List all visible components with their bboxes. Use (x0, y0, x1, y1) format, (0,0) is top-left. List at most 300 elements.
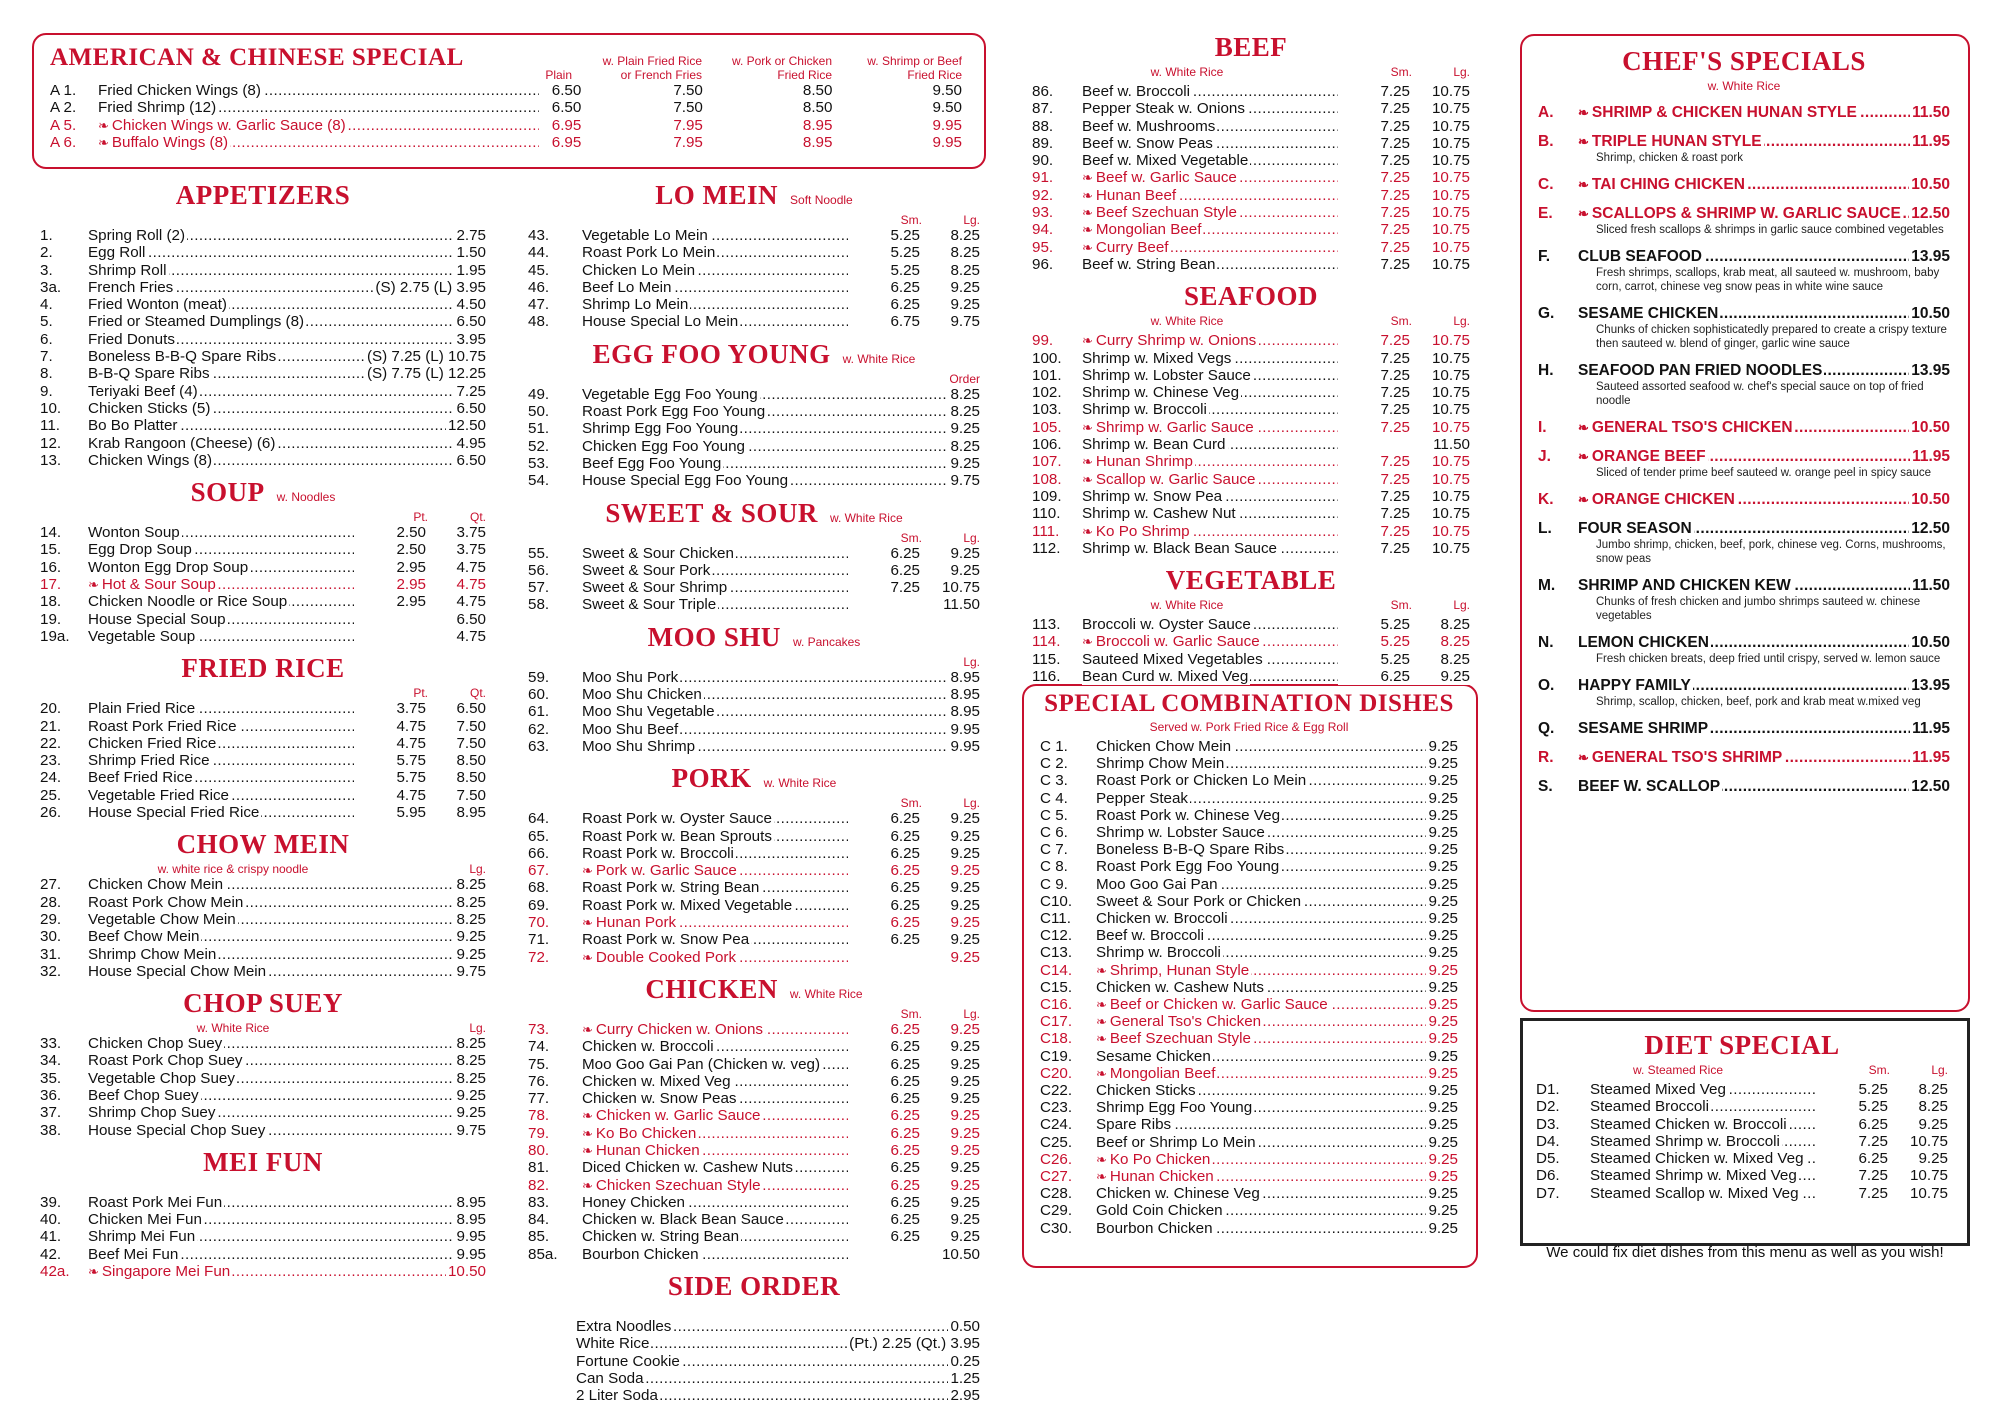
diet-section (1536, 1030, 1948, 1208)
item-price-large: 7.50 (426, 787, 486, 804)
item-number: C 5. (1040, 806, 1068, 824)
item-price: 7.50 (673, 99, 703, 117)
item-name-text: White Rice (576, 1335, 650, 1353)
item-name-text: Hunan Pork (595, 914, 677, 932)
item-name-text: Vegetable Fried Rice (88, 786, 229, 804)
item-name (88, 262, 454, 279)
seafood-title: SEAFOOD (1183, 281, 1319, 312)
item-name (596, 1021, 848, 1038)
appetizers-item (40, 262, 486, 279)
item-price: 1.50 (456, 244, 486, 262)
item-price-small: 5.25 (848, 244, 920, 261)
item-name-text: B-B-Q Spare Ribs (88, 365, 210, 383)
item-number: 69. (528, 896, 550, 914)
item-name-text: Curry Chicken w. Onions (595, 1020, 764, 1038)
item-name-text: Spare Ribs (1096, 1116, 1172, 1134)
item-name (1578, 361, 1909, 380)
combo-item (1040, 1220, 1458, 1237)
item-name-text: Steamed Scallop w. Mixed Veg (1590, 1184, 1799, 1202)
pork-item (528, 897, 980, 914)
chili-pepper-icon: ❧ (1096, 1169, 1107, 1185)
sweet_sour-col2-label: Lg. (963, 530, 980, 545)
item-number: 23. (40, 752, 62, 770)
item-name (1096, 876, 1426, 893)
item-name-text: Pepper Steak (1096, 789, 1189, 807)
item-price: 8.95 (950, 686, 980, 704)
item-name (582, 738, 948, 755)
american-col-header-line2: Fried Rice (777, 68, 832, 82)
item-name (88, 911, 454, 928)
sweet_sour-header (528, 498, 980, 529)
item-price-large: 4.75 (426, 593, 486, 610)
item-number: 62. (528, 720, 550, 738)
moo_shu-item (528, 703, 980, 720)
egg_foo_young-col-label: Order (949, 371, 980, 386)
american-col-header-line1 (502, 54, 572, 68)
item-name-text: Scallop w. Garlic Sauce (1095, 470, 1256, 488)
combo-title: SPECIAL COMBINATION DISHES (1044, 690, 1454, 717)
item-number: 20. (40, 700, 62, 718)
item-number: C23. (1040, 1099, 1073, 1117)
egg_foo_young-item (528, 420, 980, 437)
item-price-small: 7.25 (1338, 118, 1410, 135)
egg_foo_young-subtitle: w. White Rice (842, 351, 916, 366)
item-name-text: Extra Noodles (576, 1318, 672, 1336)
mei_fun-item (40, 1263, 486, 1280)
item-name (582, 279, 848, 296)
item-name-text: Shrimp w. Mixed Vegs (1082, 349, 1232, 367)
beef-item (1032, 169, 1470, 186)
item-price-large: 9.25 (920, 914, 980, 931)
item-name (582, 472, 948, 489)
item-name-text: Beef w. String Bean (1082, 255, 1216, 273)
item-price: 9.25 (950, 420, 980, 438)
item-number: C20. (1040, 1064, 1073, 1082)
seafood-item (1032, 350, 1470, 367)
item-price: 9.25 (1428, 1202, 1458, 1220)
item-price: 4.95 (456, 434, 486, 452)
item-name (1578, 777, 1909, 796)
diet-header (1536, 1030, 1948, 1061)
item-name-text: ORANGE CHICKEN (1591, 491, 1735, 508)
item-name (102, 576, 354, 593)
item-name (576, 1353, 948, 1370)
item-name-text: Double Cooked Pork (595, 948, 737, 966)
item-name (1096, 1099, 1426, 1116)
item-name (576, 1387, 948, 1404)
item-price-small: 6.75 (848, 313, 920, 330)
chili-pepper-icon: ❧ (582, 863, 593, 879)
chili-pepper-icon: ❧ (1082, 471, 1093, 487)
item-name (1096, 1082, 1426, 1099)
item-name (1096, 633, 1338, 650)
item-name-text: Shrimp w. Snow Pea (1082, 487, 1223, 505)
item-number: 99. (1032, 332, 1054, 350)
item-number: 96. (1032, 255, 1054, 273)
item-description: Fresh shrimps, scallops, krab meat, all sauteed w. mushroom, baby corn, carrot, chinese veg snow peas in white wine sauce (1596, 267, 1940, 293)
chow_mein-subtitle: w. white rice & crispy noodle (157, 862, 309, 877)
item-name-text: Steamed Shrimp w. Broccoli (1590, 1132, 1780, 1150)
item-price-small: 7.25 (1338, 540, 1410, 557)
item-number: C. (1538, 176, 1554, 193)
item-description: Chunks of chicken sophisticatedly prepared to create a crispy texture then sauteed w. blend of ginger, garlic wine sauce (1596, 324, 1947, 350)
item-number: 39. (40, 1193, 62, 1211)
item-number: 30. (40, 928, 62, 946)
item-name-text: Roast Pork w. Bean Sprouts (582, 827, 772, 845)
item-name-text: Sauteed Mixed Vegetables (1082, 650, 1263, 668)
item-price: 6.95 (539, 134, 581, 151)
fried_rice-col1-label: Pt. (413, 686, 428, 701)
item-name-text: Roast Pork or Chicken Lo Mein (1096, 772, 1307, 790)
side_order-column-headers (528, 1304, 980, 1318)
item-number: 72. (528, 948, 550, 966)
vegetable-header (1032, 565, 1470, 596)
item-number: R. (1538, 749, 1554, 766)
item-number: D4. (1536, 1132, 1560, 1150)
item-number: 42a. (40, 1263, 70, 1281)
chef-item (1538, 748, 1950, 767)
item-number: C10. (1040, 892, 1073, 910)
item-name-text: Hunan Chicken (1109, 1168, 1214, 1186)
item-name (582, 897, 848, 914)
item-price: 9.25 (1428, 1030, 1458, 1048)
item-number: A 1. (50, 82, 77, 99)
item-number: 17. (40, 576, 62, 594)
item-number: 5. (40, 313, 53, 331)
soup-item (40, 541, 486, 558)
item-number: 67. (528, 862, 550, 880)
item-name (1082, 651, 1338, 668)
item-price-large: 4.75 (426, 559, 486, 576)
item-name-text: Beef or Shrimp Lo Mein (1096, 1133, 1256, 1151)
item-name (88, 383, 454, 400)
item-price: 8.95 (802, 116, 833, 134)
side_order-item (528, 1353, 980, 1370)
item-price-small: 7.25 (1338, 488, 1410, 505)
item-price-large: 9.25 (920, 296, 980, 313)
item-number: 2. (40, 244, 53, 262)
item-name-text: House Special Chow Mein (88, 962, 267, 980)
item-name-text: Curry Beef (1095, 238, 1169, 256)
american-item (50, 99, 962, 116)
item-price-small: 6.25 (848, 810, 920, 827)
item-price-small: 7.25 (1338, 204, 1410, 221)
diet-note: We could fix diet dishes from this menu as well as you wish! (1546, 1244, 1944, 1261)
seafood-column-headers (1032, 314, 1470, 328)
item-number: D1. (1536, 1081, 1560, 1098)
item-price-small: 7.25 (1338, 471, 1410, 488)
item-name (1110, 1030, 1427, 1047)
item-name-text: Beef w. Broccoli (1096, 927, 1205, 945)
chili-pepper-icon: ❧ (582, 1108, 593, 1124)
item-price: 11.95 (1912, 749, 1950, 766)
item-price: 9.25 (950, 454, 980, 472)
item-number: 41. (40, 1228, 62, 1246)
item-name-text: Beef w. Broccoli (1082, 83, 1191, 100)
item-price: 8.95 (802, 133, 833, 151)
item-name-text: Egg Drop Soup (88, 541, 192, 559)
seafood-item (1032, 332, 1470, 349)
chili-pepper-icon: ❧ (1578, 105, 1589, 120)
diet-item (1536, 1098, 1948, 1115)
item-number: C25. (1040, 1133, 1073, 1151)
item-name-text: Ko Bo Chicken (595, 1124, 697, 1142)
chili-pepper-icon: ❧ (1578, 750, 1589, 765)
item-name (88, 541, 354, 558)
item-number: 43. (528, 227, 550, 244)
item-price-large: 9.25 (920, 1056, 980, 1073)
beef-item (1032, 83, 1470, 100)
beef-column-headers (1032, 65, 1470, 79)
beef-item (1032, 187, 1470, 204)
item-name-text: Bean Curd w. Mixed Veg (1082, 668, 1249, 686)
item-price: 11.50 (1912, 577, 1950, 594)
chef-item (1538, 447, 1950, 466)
item-price: 9.25 (1428, 961, 1458, 979)
item-price: 10.50 (447, 1263, 486, 1281)
american-col-header-line1: w. Shrimp or Beef (867, 54, 962, 68)
item-name-text: Ko Po Chicken (1109, 1150, 1211, 1168)
item-name-text: FOUR SEASON (1578, 520, 1692, 537)
item-price: 8.95 (950, 668, 980, 686)
soup-section (40, 477, 486, 645)
item-name-text: Chicken Sticks (5) (88, 399, 211, 417)
item-name (582, 1159, 848, 1176)
item-price: 9.25 (1428, 1013, 1458, 1031)
pork-item (528, 914, 980, 931)
item-price-small: 6.25 (1816, 1116, 1888, 1133)
item-price: 9.25 (1428, 841, 1458, 859)
item-price-large: 9.25 (920, 1228, 980, 1245)
item-name (88, 700, 354, 717)
item-price-large: 10.75 (1410, 135, 1470, 152)
item-price: 0.50 (950, 1318, 980, 1336)
item-description: Sliced of tender prime beef sauteed w. orange peel in spicy sauce (1596, 467, 1931, 479)
item-name (88, 524, 354, 541)
item-price: 6.50 (456, 451, 486, 469)
chili-pepper-icon: ❧ (1082, 634, 1093, 650)
pork-item (528, 931, 980, 948)
item-name (88, 1052, 454, 1069)
seafood-item (1032, 419, 1470, 436)
chicken-item (528, 1194, 980, 1211)
item-name-text: Shrimp Chow Mein (88, 945, 217, 963)
item-price-large: 9.25 (920, 1038, 980, 1055)
seafood-item (1032, 488, 1470, 505)
item-name (582, 1056, 848, 1073)
item-name (1096, 471, 1338, 488)
item-price-small: 6.25 (848, 931, 920, 948)
item-number: G. (1538, 305, 1555, 322)
fried_rice-item (40, 752, 486, 769)
item-price-large: 10.75 (1410, 152, 1470, 169)
moo_shu-title: MOO SHU (647, 621, 781, 652)
item-name-text: Vegetable Egg Foo Young (582, 385, 758, 403)
fried_rice-header (40, 653, 486, 684)
item-price: 8.25 (456, 910, 486, 928)
combo-item (1040, 1151, 1458, 1168)
item-name-text: Fried Chicken Wings (8) (98, 82, 261, 99)
item-name (88, 628, 354, 645)
item-name-text: Curry Shrimp w. Onions (1095, 332, 1257, 350)
item-number: 74. (528, 1038, 550, 1056)
item-name-text: Moo Shu Shrimp (582, 737, 696, 755)
chicken-item (528, 1228, 980, 1245)
sweet_sour-item (528, 562, 980, 579)
moo_shu-col-label: Lg. (963, 654, 980, 669)
item-name-text: Beef Fried Rice (88, 769, 193, 787)
item-price-large: 10.75 (1410, 83, 1470, 100)
item-name (1578, 719, 1910, 738)
item-number: 48. (528, 313, 550, 331)
item-price: 9.25 (1428, 1082, 1458, 1100)
item-name (582, 845, 848, 862)
item-price-large: 10.75 (1410, 332, 1470, 349)
chef-item (1538, 676, 1950, 695)
item-price-large: 10.75 (1410, 100, 1470, 117)
item-price-large: 11.50 (920, 596, 980, 613)
item-price: 8.25 (456, 1069, 486, 1087)
american-col-header-line2: or French Fries (620, 68, 702, 82)
item-price: 9.95 (456, 1228, 486, 1246)
seafood-col1-label: Sm. (1390, 314, 1412, 329)
item-name (1096, 944, 1426, 961)
american-col-header (832, 54, 962, 82)
item-number: 6. (40, 330, 53, 348)
item-name (88, 1228, 454, 1245)
item-price-small: 5.25 (1338, 633, 1410, 650)
item-number: 59. (528, 668, 550, 686)
item-price: 9.25 (1428, 789, 1458, 807)
item-price: 9.25 (1428, 772, 1458, 790)
moo_shu-section (528, 622, 980, 755)
fried_rice-title: FRIED RICE (181, 653, 345, 684)
item-name-text: CLUB SEAFOOD (1578, 248, 1702, 265)
item-name (1096, 453, 1338, 470)
item-price-large: 10.75 (1888, 1185, 1948, 1202)
chop_suey-header (40, 988, 486, 1019)
item-price-large: 3.75 (426, 541, 486, 558)
beef-item (1032, 204, 1470, 221)
item-number: 63. (528, 737, 550, 755)
item-price: (Pt.) 2.25 (Qt.) 3.95 (849, 1335, 980, 1353)
chili-pepper-icon: ❧ (88, 577, 99, 593)
item-number: 32. (40, 962, 62, 980)
item-name-text: 2 Liter Soda (576, 1387, 658, 1405)
beef-item (1032, 256, 1470, 273)
item-name (1578, 304, 1909, 323)
item-price-small: 6.25 (848, 1073, 920, 1090)
chicken-item (528, 1211, 980, 1228)
item-name (576, 1318, 948, 1335)
item-name (1590, 1150, 1816, 1167)
item-number: 29. (40, 910, 62, 928)
item-name-text: Wonton Egg Drop Soup (88, 558, 249, 576)
item-name-text: Steamed Mixed Veg (1590, 1081, 1726, 1098)
item-price: 8.95 (456, 1211, 486, 1229)
item-name (582, 596, 848, 613)
item-name-text: Chicken Noodle or Rice Soup (88, 593, 288, 611)
item-description: Shrimp, chicken & roast pork (1596, 152, 1744, 164)
chili-pepper-icon: ❧ (1082, 170, 1093, 186)
soup-col2-label: Qt. (469, 510, 486, 525)
combo-item (1040, 1013, 1458, 1030)
item-description: Chunks of fresh chicken and jumbo shrimps sauteed w. chinese vegetables (1596, 596, 1921, 622)
pork-section (528, 763, 980, 966)
item-number: Q. (1538, 720, 1555, 737)
item-price-small: 7.25 (1338, 505, 1410, 522)
item-name-text: Vegetable Lo Mein (582, 227, 708, 244)
vegetable-item (1032, 651, 1470, 668)
seafood-header (1032, 281, 1470, 312)
item-name-text: Moo Shu Vegetable (582, 703, 715, 721)
item-name-text: Beef Szechuan Style (1095, 204, 1237, 222)
item-name (88, 1194, 454, 1211)
item-name (582, 1194, 848, 1211)
item-price: 9.50 (932, 99, 962, 117)
combo-item (1040, 807, 1458, 824)
item-name-text: Hot & Sour Soup (101, 576, 216, 594)
item-number: 50. (528, 403, 550, 421)
chili-pepper-icon: ❧ (1082, 419, 1093, 435)
item-name (582, 828, 848, 845)
item-number: 89. (1032, 134, 1054, 152)
item-name (1110, 962, 1427, 979)
fried_rice-item (40, 769, 486, 786)
item-name-text: Shrimp, Hunan Style (1109, 961, 1250, 979)
item-number: A 5. (50, 116, 77, 134)
item-price-small: 7.25 (1338, 256, 1410, 273)
item-name-text: Gold Coin Chicken (1096, 1202, 1223, 1220)
item-number: C24. (1040, 1116, 1073, 1134)
combo-item (1040, 1168, 1458, 1185)
item-name (88, 946, 454, 963)
chop_suey-item (40, 1104, 486, 1121)
item-name (1096, 169, 1338, 186)
american-item (50, 82, 962, 99)
item-name (1110, 1151, 1427, 1168)
item-name (88, 593, 354, 610)
soup-col1-label: Pt. (413, 510, 428, 525)
item-price-large: 9.25 (920, 562, 980, 579)
chef-title: CHEF'S SPECIALS (1622, 46, 1866, 76)
item-price: 9.25 (1428, 738, 1458, 755)
item-number: I. (1538, 419, 1547, 436)
item-price: 9.25 (1428, 1219, 1458, 1237)
diet-title: DIET SPECIAL (1644, 1030, 1840, 1060)
item-name (582, 403, 948, 420)
soup-item (40, 628, 486, 645)
item-price-small: 4.75 (354, 718, 426, 735)
item-price: 9.25 (1428, 1185, 1458, 1203)
item-price: 9.25 (456, 1086, 486, 1104)
item-name (1096, 824, 1426, 841)
chicken-column-headers (528, 1007, 980, 1021)
item-name (88, 227, 454, 244)
seafood-item (1032, 540, 1470, 557)
diet-column-headers (1536, 1063, 1948, 1077)
item-price-small: 6.25 (848, 897, 920, 914)
item-price-small: 5.25 (1338, 651, 1410, 668)
combo-item (1040, 893, 1458, 910)
item-number: 77. (528, 1090, 550, 1108)
item-name (582, 579, 848, 596)
fried_rice-item (40, 787, 486, 804)
item-name-text: Buffalo Wings (8) (111, 133, 229, 151)
item-name (1082, 540, 1338, 557)
item-price: 10.50 (1911, 176, 1950, 193)
item-price: 8.25 (456, 1052, 486, 1070)
